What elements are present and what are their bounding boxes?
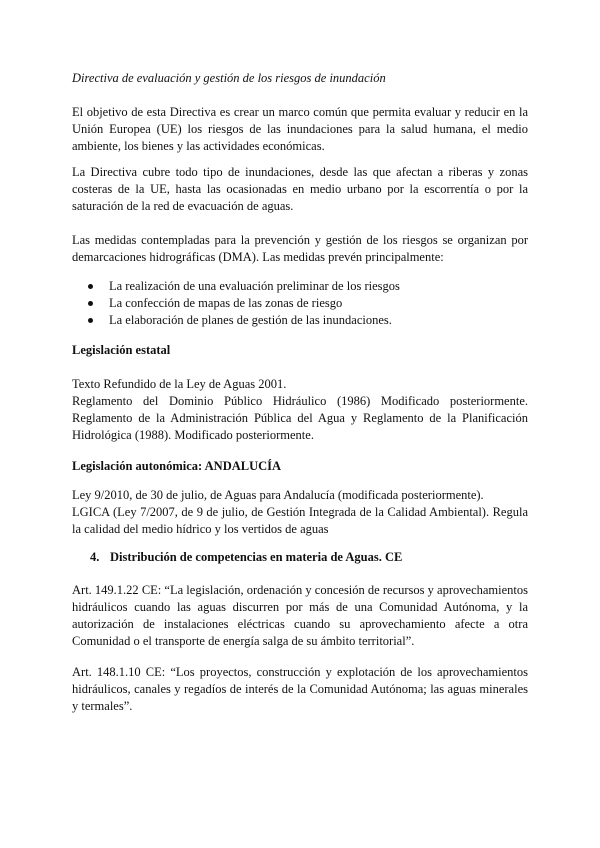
heading-section-4: [72, 549, 546, 566]
bullet-icon: [88, 318, 93, 323]
texto-refundido-line: Texto Refundido de la Ley de Aguas 2001.: [72, 377, 287, 391]
ley-aguas-andalucia-line: Ley 9/2010, de 30 de julio, de Aguas para Andalucía (modificada posteriormente).: [72, 488, 484, 502]
list-item: [72, 312, 528, 329]
heading-legislacion-autonomica: Legislación autonómica: ANDALUCÍA: [72, 459, 282, 473]
directiva-heading: Directiva de evaluación y gestión de los riesgos de inundación: [72, 71, 386, 85]
paragraph-medidas: Las medidas contempladas para la prevención y gestión de los riesgos se organizan por demarcaciones hidrográficas (DMA). Las medidas prevén principalmente:: [72, 233, 528, 264]
paragraph-tipos-inundaciones: La Directiva cubre todo tipo de inundaciones, desde las que afectan a riberas y zonas costeras de la UE, hasta las ocasionadas en medio urbano por la escorrentía o por la saturación de la red de evacuación de aguas.: [72, 165, 528, 213]
heading-legislacion-estatal: Legislación estatal: [72, 343, 171, 357]
list-item-text: La confección de mapas de las zonas de riesgo: [109, 296, 343, 310]
section-title: Distribución de competencias en materia de Aguas. CE: [110, 550, 403, 564]
paragraph-lgica: LGICA (Ley 7/2007, de 9 de julio, de Gestión Integrada de la Calidad Ambiental). Regula la calidad del medio hídrico y los vertidos de aguas: [72, 505, 528, 536]
medidas-list: [72, 278, 528, 329]
list-item: [72, 278, 528, 295]
list-item-text: La elaboración de planes de gestión de las inundaciones.: [109, 313, 392, 327]
paragraph-objetivo: El objetivo de esta Directiva es crear un marco común que permita evaluar y reducir en la Unión Europea (UE) los riesgos de las inundaciones para la salud humana, el medio ambiente, los bienes y las actividades económicas.: [72, 105, 528, 153]
bullet-icon: [88, 284, 93, 289]
bullet-icon: [88, 301, 93, 306]
paragraph-art-148: Art. 148.1.10 CE: “Los proyectos, construcción y explotación de los aprovechamientos hidráulicos, canales y regadíos de interés de la Comunidad Autónoma; las aguas minerales y termales”.: [72, 665, 528, 713]
list-item: [72, 295, 528, 312]
section-number: 4.: [90, 550, 100, 564]
paragraph-art-149: Art. 149.1.22 CE: “La legislación, ordenación y concesión de recursos y aprovechamientos hidráulicos cuando las aguas discurren por más de una Comunidad Autónoma, y la autorización de instalaciones eléctricas cuando su aprovechamiento afecte a otra Comunidad o el transporte de energía salga de su ámbito territorial”.: [72, 583, 528, 648]
list-item-text: La realización de una evaluación preliminar de los riesgos: [109, 279, 400, 293]
paragraph-reglamentos: Reglamento del Dominio Público Hidráulico (1986) Modificado posteriormente. Reglamento de la Administración Pública del Agua y Reglamento de la Planificación Hidrológica (1988). Modificado posteriormente.: [72, 394, 528, 442]
